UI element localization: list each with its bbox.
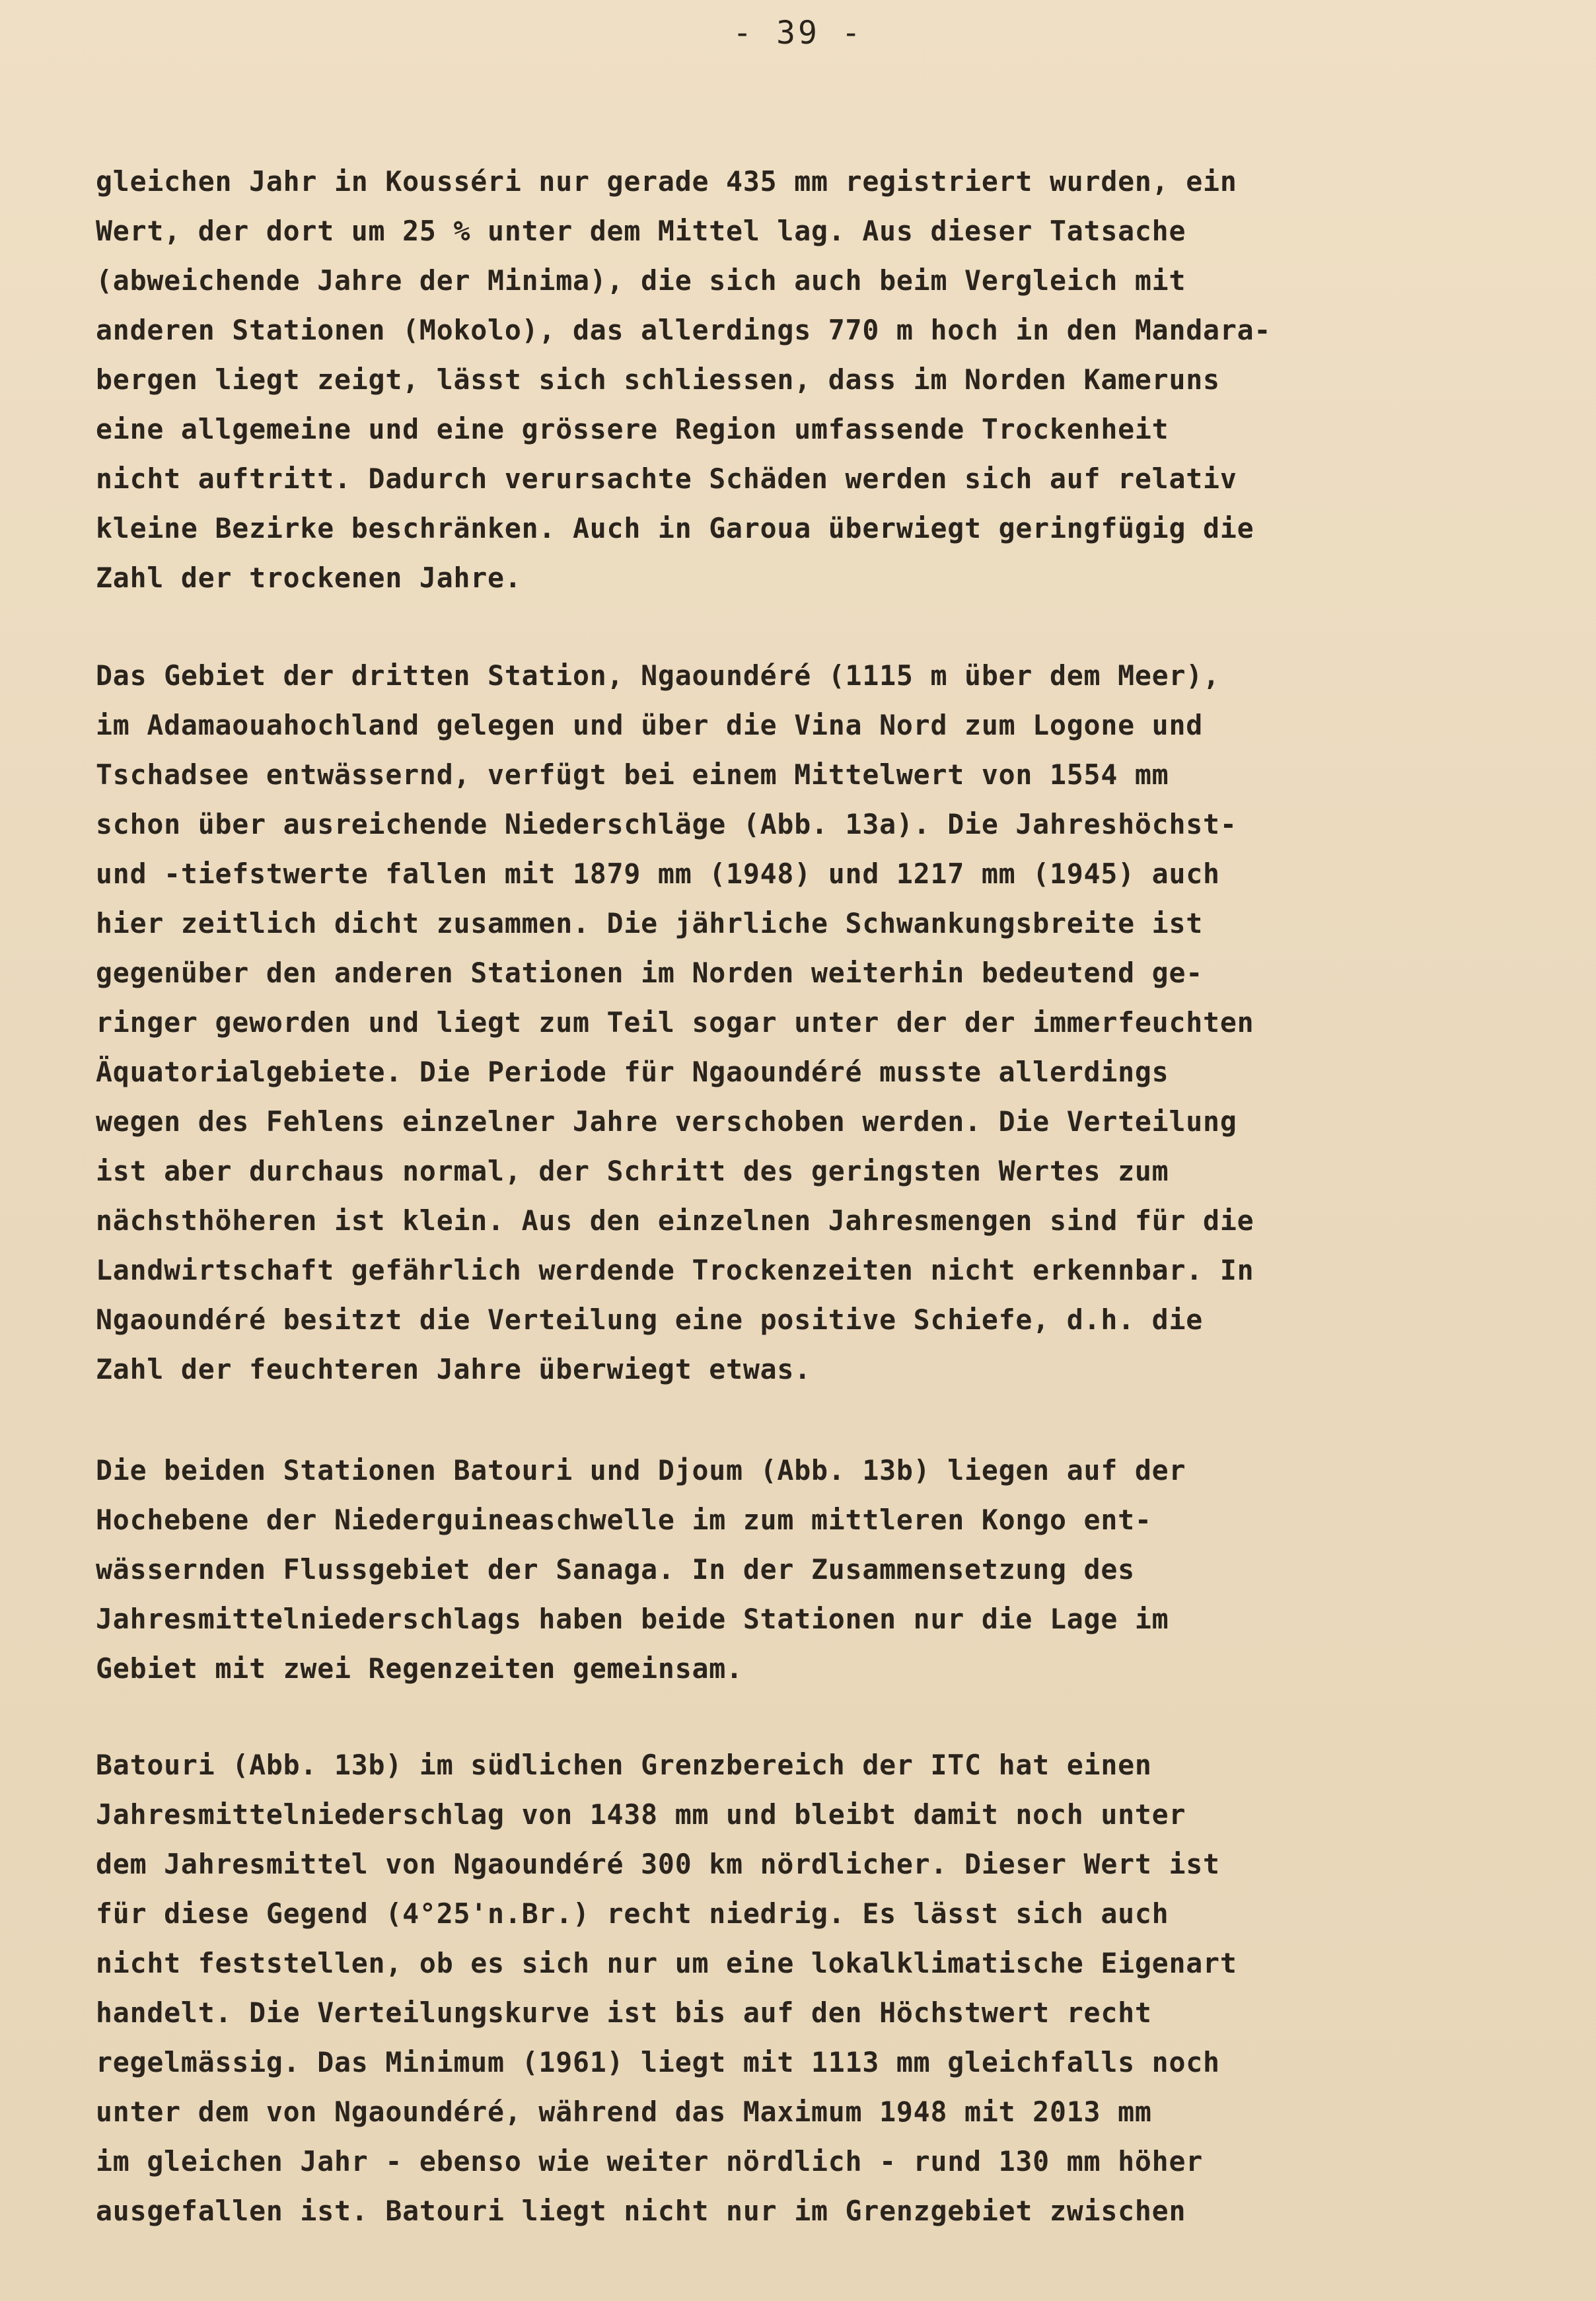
text-line: unter dem von Ngaoundéré, während das Maximum 1948 mit 2013 mm <box>96 2096 1152 2128</box>
text-line: regelmässig. Das Minimum (1961) liegt mit 1113 mm gleichfalls noch <box>96 2046 1220 2078</box>
text-line: Zahl der feuchteren Jahre überwiegt etwas. <box>96 1353 811 1385</box>
text-line: Jahresmittelniederschlags haben beide Stationen nur die Lage im <box>96 1603 1169 1635</box>
text-line: Tschadsee entwässernd, verfügt bei einem Mittelwert von 1554 mm <box>96 758 1169 791</box>
text-line: Jahresmittelniederschlag von 1438 mm und bleibt damit noch unter <box>96 1798 1186 1831</box>
text-line: Ngaoundéré besitzt die Verteilung eine positive Schiefe, d.h. die <box>96 1303 1204 1336</box>
text-line: Hochebene der Niederguineaschwelle im zum mittleren Kongo ent- <box>96 1504 1152 1536</box>
text-line: und -tiefstwerte fallen mit 1879 mm (1948) und 1217 mm (1945) auch <box>96 858 1220 890</box>
text-line: Das Gebiet der dritten Station, Ngaoundéré (1115 m über dem Meer), <box>96 659 1220 692</box>
text-line: nicht feststellen, ob es sich nur um eine lokalklimatische Eigenart <box>96 1947 1237 1979</box>
text-line: Äquatorialgebiete. Die Periode für Ngaoundéré musste allerdings <box>96 1056 1169 1088</box>
text-line: Batouri (Abb. 13b) im südlichen Grenzbereich der ITC hat einen <box>96 1749 1152 1781</box>
text-line: (abweichende Jahre der Minima), die sich auch beim Vergleich mit <box>96 264 1186 297</box>
text-line: dem Jahresmittel von Ngaoundéré 300 km nördlicher. Dieser Wert ist <box>96 1848 1220 1880</box>
text-line: bergen liegt zeigt, lässt sich schliessen, dass im Norden Kameruns <box>96 363 1220 396</box>
text-line: kleine Bezirke beschränken. Auch in Garoua überwiegt geringfügig die <box>96 512 1254 544</box>
text-line: hier zeitlich dicht zusammen. Die jährliche Schwankungsbreite ist <box>96 907 1204 939</box>
paragraph <box>96 1445 1509 1693</box>
text-line: handelt. Die Verteilungskurve ist bis auf den Höchstwert recht <box>96 1996 1152 2029</box>
text-line: Gebiet mit zwei Regenzeiten gemeinsam. <box>96 1652 743 1685</box>
text-line: im Adamaouahochland gelegen und über die Vina Nord zum Logone und <box>96 709 1204 741</box>
text-line: nächsthöheren ist klein. Aus den einzelnen Jahresmengen sind für die <box>96 1204 1254 1237</box>
text-line: gleichen Jahr in Kousséri nur gerade 435 mm registriert wurden, ein <box>96 165 1237 198</box>
paragraph <box>96 1740 1509 2236</box>
text-line: ausgefallen ist. Batouri liegt nicht nur im Grenzgebiet zwischen <box>96 2195 1186 2227</box>
text-line: Wert, der dort um 25 % unter dem Mittel lag. Aus dieser Tatsache <box>96 215 1186 247</box>
text-line: wegen des Fehlens einzelner Jahre verschoben werden. Die Verteilung <box>96 1105 1237 1138</box>
text-line: Landwirtschaft gefährlich werdende Trockenzeiten nicht erkennbar. In <box>96 1254 1254 1286</box>
text-line: wässernden Flussgebiet der Sanaga. In der Zusammensetzung des <box>96 1553 1135 1586</box>
text-line: nicht auftritt. Dadurch verursachte Schäden werden sich auf relativ <box>96 462 1237 495</box>
text-line: anderen Stationen (Mokolo), das allerdings 770 m hoch in den Mandara- <box>96 314 1272 346</box>
page-number: - 39 - <box>733 15 863 52</box>
text-line: Die beiden Stationen Batouri und Djoum (Abb. 13b) liegen auf der <box>96 1454 1186 1486</box>
text-line: für diese Gegend (4°25'n.Br.) recht niedrig. Es lässt sich auch <box>96 1897 1169 1930</box>
text-line: gegenüber den anderen Stationen im Norden weiterhin bedeutend ge- <box>96 957 1204 989</box>
text-line: Zahl der trockenen Jahre. <box>96 562 522 594</box>
text-line: ringer geworden und liegt zum Teil sogar unter der der immerfeuchten <box>96 1006 1254 1039</box>
text-line: schon über ausreichende Niederschläge (Abb. 13a). Die Jahreshöchst- <box>96 808 1237 840</box>
paragraph <box>96 651 1509 1394</box>
text-line: ist aber durchaus normal, der Schritt des geringsten Wertes zum <box>96 1155 1169 1187</box>
text-line: im gleichen Jahr - ebenso wie weiter nördlich - rund 130 mm höher <box>96 2145 1204 2177</box>
text-line: eine allgemeine und eine grössere Region umfassende Trockenheit <box>96 413 1169 445</box>
paragraph <box>96 157 1509 603</box>
